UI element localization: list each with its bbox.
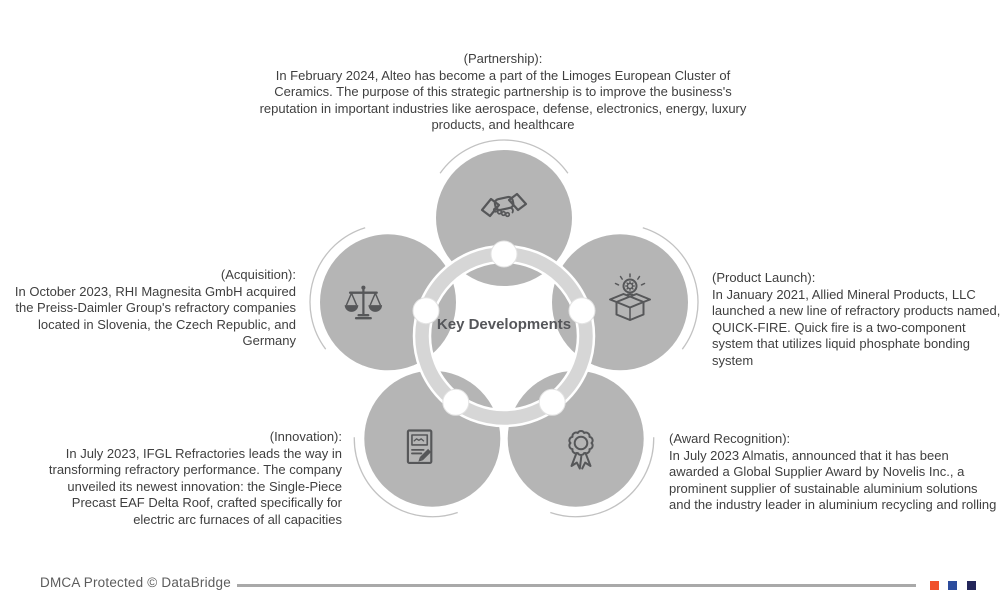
acquisition-section (8, 267, 296, 350)
acquisition-title: (Acquisition): (220, 267, 296, 282)
brand-square-navy (967, 581, 976, 590)
innovation-body: In July 2023, IFGL Refractories leads the way in transforming refractory performance. The company unveiled its newest innovation: the Single-Piece Precast EAF Delta Roof, crafted specifically for electric arc furnaces of all capacities (48, 445, 342, 527)
award-title: (Award Recognition): (669, 431, 791, 446)
partnership-section (253, 51, 753, 134)
center-title: Key Developments (436, 316, 572, 333)
ring-node (539, 389, 565, 415)
footer-divider (237, 584, 916, 587)
ring-node (443, 389, 469, 415)
dmca-protection-label: DMCA Protected © DataBridge (40, 575, 231, 590)
innovation-section (38, 429, 342, 528)
brand-square-blue (948, 581, 957, 590)
acquisition-body: In October 2023, RHI Magnesita GmbH acquired the Preiss-Daimler Group's refractory companies located in Slovenia, the Czech Republic, and Germany (14, 283, 296, 348)
product-launch-section (712, 270, 1004, 369)
partnership-body: In February 2024, Alteo has become a part of the Limoges European Cluster of Ceramics. The purpose of this strategic partnership is to improve the business's reputation in important industries like aerospace, defense, electronics, energy, luxury products, and healthcare (259, 67, 747, 132)
innovation-title: (Innovation): (269, 429, 342, 444)
ring-node (491, 241, 517, 267)
partnership-title: (Partnership): (463, 51, 543, 66)
award-section (669, 431, 999, 514)
product-launch-body: In January 2021, Allied Mineral Products, LLC launched a new line of refractory products named, QUICK-FIRE. Quick fire is a two-component system that utilizes liquid phosphate bonding system (712, 286, 1001, 368)
product-launch-title: (Product Launch): (712, 270, 816, 285)
award-ribbon-icon (569, 431, 592, 469)
brand-square-orange (930, 581, 939, 590)
award-body: In July 2023 Almatis, announced that it has been awarded a Global Supplier Award by Novelis Inc., a prominent supplier of sustainable aluminium solutions and the industry leader in aluminium recycling and rolling (669, 447, 997, 512)
